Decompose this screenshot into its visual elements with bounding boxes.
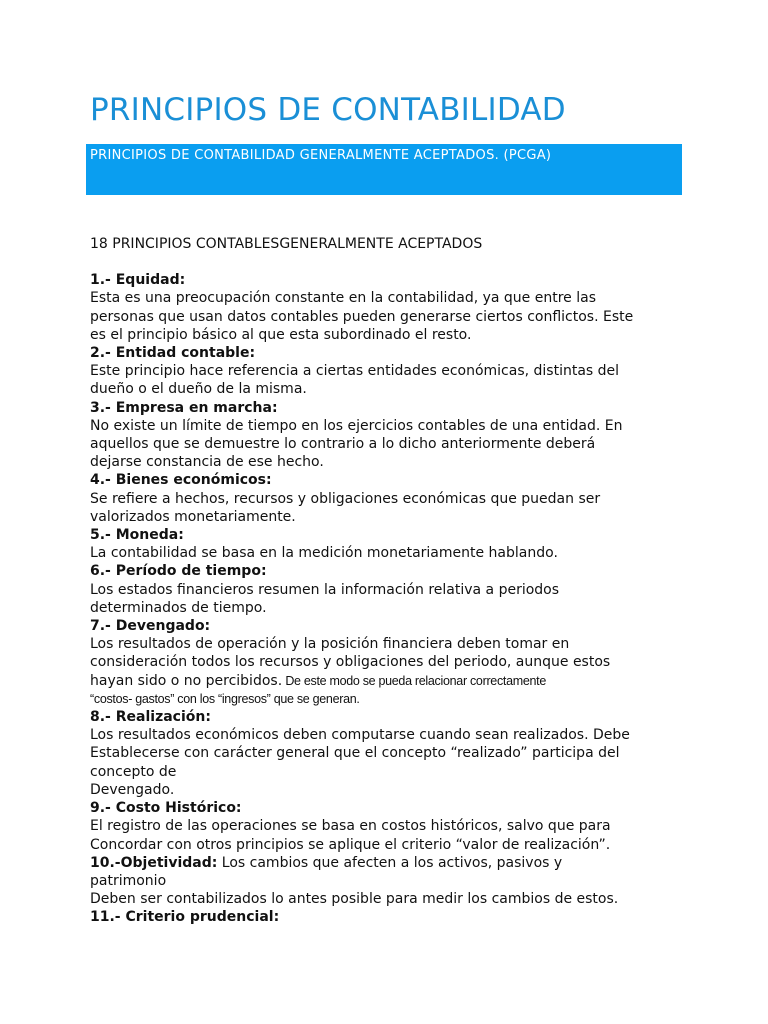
principle-devengado xyxy=(90,617,690,708)
principle-heading: 7.- Devengado: xyxy=(90,618,211,635)
principle-criterio-prudencial xyxy=(90,908,690,926)
principle-periodo-de-tiempo xyxy=(90,562,690,617)
principle-bienes-economicos xyxy=(90,471,690,526)
principle-text: Los resultados económicos deben computarse cuando sean realizados. Debe Establecerse con carácter general que el concepto “realizado” participa del concepto de Devengado. xyxy=(90,727,630,798)
principle-text: Los cambios que afecten a los activos, pasivos y patrimonio Deben ser contabilizados lo antes posible para medir los cambios de estos. xyxy=(90,854,619,908)
principle-heading: 10.-Objetividad: xyxy=(90,854,218,871)
principle-equidad xyxy=(90,271,690,344)
principle-text: Este principio hace referencia a ciertas entidades económicas, distintas del dueño o el dueño de la misma. xyxy=(90,363,620,398)
principle-heading: 11.- Criterio prudencial: xyxy=(90,909,280,926)
principle-realizacion xyxy=(90,708,690,799)
principle-empresa-en-marcha xyxy=(90,399,690,472)
principle-moneda xyxy=(90,526,690,562)
principle-text-block xyxy=(90,635,690,708)
principle-heading: 5.- Moneda: xyxy=(90,527,184,544)
principle-text: Los resultados de operación y la posición financiera deben tomar en consideración todos los recursos y obligaciones del periodo, aunque estos hayan sido o no percibidos. xyxy=(90,636,611,689)
banner-text: PRINCIPIOS DE CONTABILIDAD GENERALMENTE ACEPTADOS. (PCGA) xyxy=(90,148,552,163)
principle-heading: 4.- Bienes económicos: xyxy=(90,472,272,489)
principle-text-small: De este modo se pueda relacionar correctamente “costos- gastos” con los “ingresos” que se generan. xyxy=(90,673,546,706)
principle-text: No existe un límite de tiempo en los ejercicios contables de una entidad. En aquellos que se demuestre lo contrario a lo dicho anteriormente deberá dejarse constancia de ese hecho. xyxy=(90,417,623,471)
principle-heading: 3.- Empresa en marcha: xyxy=(90,399,278,416)
document-title: PRINCIPIOS DE CONTABILIDAD xyxy=(90,92,566,128)
principle-heading: 6.- Período de tiempo: xyxy=(90,563,267,580)
principle-objetividad xyxy=(90,854,690,909)
section-heading: 18 PRINCIPIOS CONTABLESGENERALMENTE ACEPTADOS xyxy=(90,236,483,252)
principle-text: La contabilidad se basa en la medición monetariamente hablando. xyxy=(90,545,558,562)
principle-text: Los estados financieros resumen la información relativa a periodos determinados de tiempo. xyxy=(90,581,560,616)
principle-text: Esta es una preocupación constante en la contabilidad, ya que entre las personas que usan datos contables pueden generarse ciertos conflictos. Este es el principio básico al que esta subordinado el resto. xyxy=(90,290,634,343)
principle-heading: 2.- Entidad contable: xyxy=(90,345,256,362)
principle-entidad-contable xyxy=(90,344,690,399)
document-body xyxy=(90,235,690,927)
subtitle-banner xyxy=(86,144,682,195)
principle-text: El registro de las operaciones se basa en costos históricos, salvo que para Concordar con otros principios se aplique el criterio “valor de realización”. xyxy=(90,818,611,853)
principle-costo-historico xyxy=(90,799,690,854)
principle-heading: 1.- Equidad: xyxy=(90,272,186,289)
principle-heading: 9.- Costo Histórico: xyxy=(90,800,242,817)
principle-text: Se refiere a hechos, recursos y obligaciones económicas que puedan ser valorizados monetariamente. xyxy=(90,490,601,525)
principle-heading: 8.- Realización: xyxy=(90,709,211,726)
